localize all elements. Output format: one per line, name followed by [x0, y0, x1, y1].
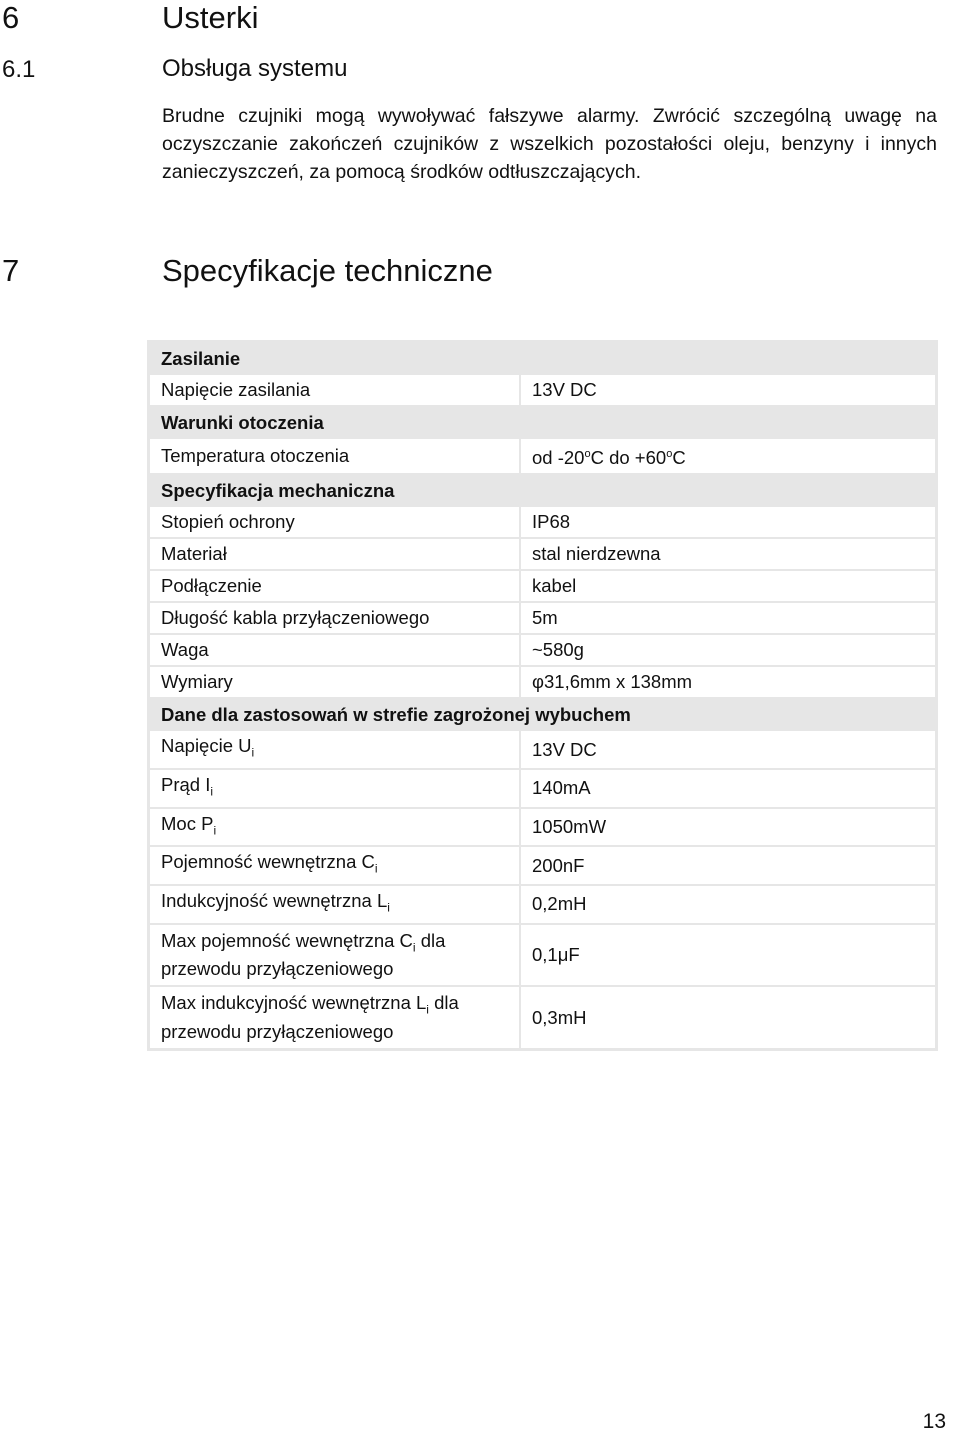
section-header-environment: Warunki otoczenia: [150, 407, 935, 437]
row-value: 1050mW: [521, 809, 935, 846]
table-row: [150, 667, 935, 697]
table-row: [150, 539, 935, 569]
row-value: 13V DC: [521, 375, 935, 405]
row-label: Max pojemność wewnętrzna $C_i$ dla przewodu przyłączeniowego: [150, 925, 519, 986]
table-row: [150, 925, 935, 986]
row-label: Napięcie $U_i$: [150, 731, 519, 768]
section-6-title: Usterki: [162, 0, 259, 35]
row-value: 5m: [521, 603, 935, 633]
table-row: [150, 770, 935, 807]
maintenance-paragraph: Brudne czujniki mogą wywoływać fałszywe alarmy. Zwrócić szczególną uwagę na oczyszczanie zakończeń czujników z wszelkich pozostałości oleju, benzyny i innych zanieczyszczeń, za pomocą środków odtłuszczających.: [162, 105, 937, 183]
section-header-power: Zasilanie: [150, 343, 935, 373]
row-label: Podłączenie: [150, 571, 519, 601]
table-row: [150, 571, 935, 601]
table-row: [150, 886, 935, 923]
page-number: 13: [922, 1410, 946, 1433]
row-value: [521, 439, 935, 473]
table-row: [150, 731, 935, 768]
row-label: Wymiary: [150, 667, 519, 697]
table-row: [150, 635, 935, 665]
table-section-row: [150, 699, 935, 729]
section-header-hazardous-area: Dane dla zastosowań w strefie zagrożonej wybuchem: [150, 699, 935, 729]
row-label: Prąd $I_i$: [150, 770, 519, 807]
section-6-1-title: Obsługa systemu: [162, 55, 348, 82]
row-label: Moc $P_i$: [150, 809, 519, 846]
row-value: 0,3mH: [521, 987, 935, 1048]
row-label: Długość kabla przyłączeniowego: [150, 603, 519, 633]
section-6-number: 6: [2, 0, 20, 35]
row-label: Materiał: [150, 539, 519, 569]
table-section-row: [150, 343, 935, 373]
row-value: φ31,6mm x 138mm: [521, 667, 935, 697]
row-value: ~580g: [521, 635, 935, 665]
row-value: 13V DC: [521, 731, 935, 768]
row-label: Indukcyjność wewnętrzna $L_i$: [150, 886, 519, 923]
row-value: kabel: [521, 571, 935, 601]
temp-from: od -20: [532, 447, 585, 469]
degree-sup: o: [666, 448, 673, 460]
section-header-mechanical: Specyfikacja mechaniczna: [150, 475, 935, 505]
row-label: Waga: [150, 635, 519, 665]
table-row: [150, 847, 935, 884]
table-row: [150, 809, 935, 846]
row-value: 0,1μF: [521, 925, 935, 986]
row-value: 0,2mH: [521, 886, 935, 923]
section-7-title: Specyfikacje techniczne: [162, 253, 493, 288]
row-label: Max indukcyjność wewnętrzna $L_i$ dla przewodu przyłączeniowego: [150, 987, 519, 1048]
row-value: 200nF: [521, 847, 935, 884]
table-row: [150, 507, 935, 537]
table-section-row: [150, 475, 935, 505]
row-value: stal nierdzewna: [521, 539, 935, 569]
row-label: Napięcie zasilania: [150, 375, 519, 405]
section-7-number: 7: [2, 253, 20, 288]
row-value: IP68: [521, 507, 935, 537]
spec-table: [147, 340, 938, 1051]
degree-sup: o: [584, 448, 591, 460]
table-row: [150, 439, 935, 473]
table-row: [150, 375, 935, 405]
table-row: [150, 987, 935, 1048]
temp-unit: C: [672, 447, 686, 469]
section-6-1-number: 6.1: [2, 56, 36, 83]
row-label: Stopień ochrony: [150, 507, 519, 537]
table-section-row: [150, 407, 935, 437]
row-label: Temperatura otoczenia: [150, 439, 519, 473]
temp-to: C do +60: [590, 447, 667, 469]
table-row: [150, 603, 935, 633]
row-value: 140mA: [521, 770, 935, 807]
row-label: Pojemność wewnętrzna $C_i$: [150, 847, 519, 884]
